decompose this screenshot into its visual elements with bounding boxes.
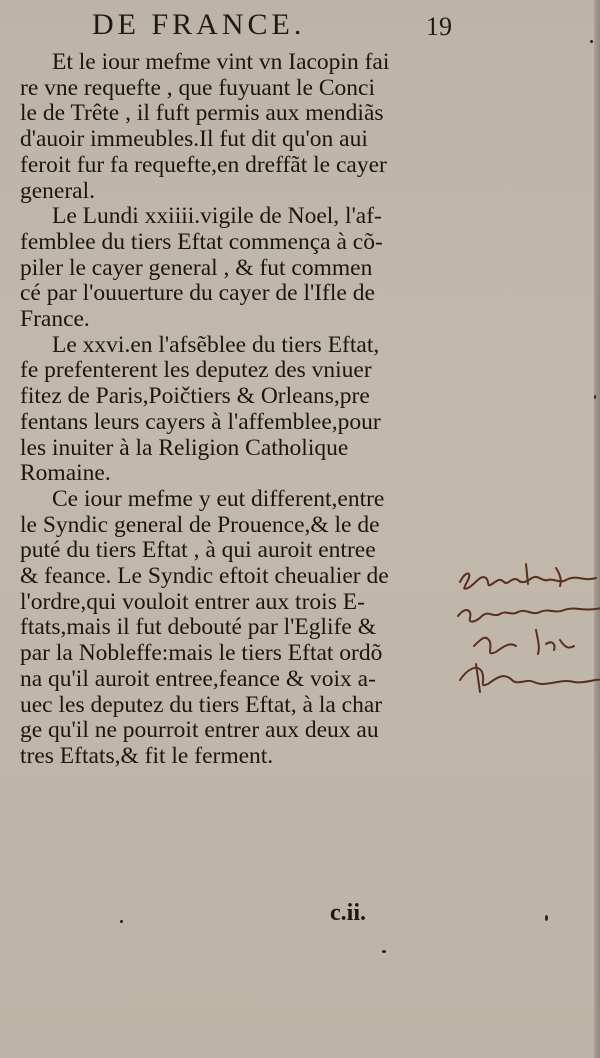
text-line: d'auoir immeubles.Il fut dit qu'on aui xyxy=(20,126,368,153)
ink-speck xyxy=(594,395,596,399)
text-line: fe prefenterent les deputez des vniuer xyxy=(20,357,372,384)
text-line: fentans leurs cayers à l'affemblee,pour xyxy=(20,408,381,435)
text-line: Le xxvi.en l'afsẽblee du tiers Eftat, xyxy=(52,331,380,358)
ink-speck xyxy=(382,950,386,953)
handwriting-scribble xyxy=(456,560,600,700)
text-line: puté du tiers Eftat , à qui auroit entree xyxy=(20,537,376,564)
text-line: cé par l'ouuerture du cayer de l'Ifle de xyxy=(20,280,375,307)
text-line: general. xyxy=(20,177,96,204)
text-line: uec les deputez du tiers Eftat, à la char xyxy=(20,691,383,718)
text-line: & feance. Le Syndic eftoit cheualier de xyxy=(20,563,389,590)
ink-speck xyxy=(590,40,593,43)
text-line: par la Nobleffe:mais le tiers Eftat ordõ xyxy=(20,640,383,667)
text-line: ftats,mais il fut debouté par l'Eglife & xyxy=(20,614,376,641)
signature-mark: c.ii. xyxy=(330,900,366,926)
text-line: Et le iour mefme vint vn Iacopin fai xyxy=(52,49,390,75)
page-fold-shadow xyxy=(594,0,600,1058)
text-line: le de Trête , il fuft permis aux mendiãs xyxy=(20,100,384,127)
running-title: DE FRANCE. xyxy=(92,8,306,41)
text-line: France. xyxy=(20,306,90,333)
handwritten-margin-note xyxy=(456,560,600,700)
text-line: fitez de Paris,Poičtiers & Orleans,pre xyxy=(20,383,370,410)
text-line: re vne requefte , que fuyuant le Conci xyxy=(20,74,375,101)
ink-speck xyxy=(545,915,548,921)
body-text xyxy=(20,50,460,770)
text-line: l'ordre,qui vouloit entrer aux trois E- xyxy=(20,588,365,615)
running-header xyxy=(88,8,458,42)
text-line: femblee du tiers Eftat commença à cõ- xyxy=(20,228,383,255)
text-line: les inuiter à la Religion Catholique xyxy=(20,434,349,461)
ink-speck xyxy=(120,920,123,923)
text-line: Ce iour mefme y eut different,entre xyxy=(52,485,385,512)
text-line: Romaine. xyxy=(20,460,111,487)
text-line: feroit fur fa requefte,en dreffãt le cayer xyxy=(20,151,387,178)
text-line: tres Eftats,& fit le ferment. xyxy=(20,742,274,769)
text-line: Le Lundi xxiiii.vigile de Noel, l'af- xyxy=(52,203,382,230)
text-line: piler le cayer general , & fut commen xyxy=(20,254,373,281)
text-line: le Syndic general de Prouence,& le de xyxy=(20,511,380,538)
text-line: na qu'il auroit entree,feance & voix a- xyxy=(20,665,376,692)
page-number: 19 xyxy=(426,12,452,41)
text-line: ge qu'il ne pourroit entrer aux deux au xyxy=(20,717,379,744)
